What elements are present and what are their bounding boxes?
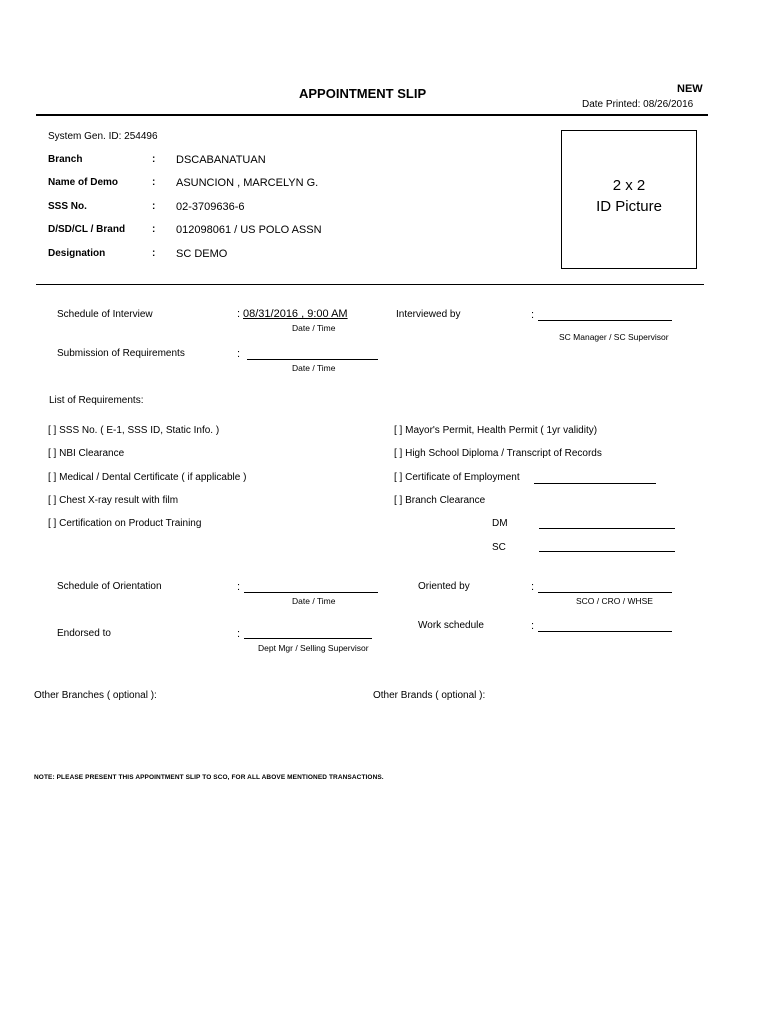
info-value: 012098061 / US POLO ASSN	[176, 224, 322, 236]
requirement-item: [ ] SSS No. ( E-1, SSS ID, Static Info. )	[48, 425, 220, 436]
oriented-by-caption: SCO / CRO / WHSE	[576, 596, 653, 606]
orientation-colon: :	[237, 581, 241, 593]
header-divider	[36, 114, 708, 116]
info-label: SSS No.	[48, 201, 87, 212]
oriented-by-colon: :	[531, 581, 535, 593]
info-colon: :	[152, 201, 156, 212]
submission-label: Submission of Requirements	[57, 348, 185, 359]
requirement-item: [ ] Medical / Dental Certificate ( if applicable )	[48, 472, 247, 483]
requirement-item: [ ] Certification on Product Training	[48, 518, 202, 529]
dm-signature-field[interactable]	[539, 528, 675, 529]
endorsed-colon: :	[237, 628, 241, 640]
id-photo-box	[561, 130, 697, 269]
info-label: D/SD/CL / Brand	[48, 224, 126, 235]
interview-colon: :	[237, 308, 241, 320]
requirement-item: [ ] Mayor's Permit, Health Permit ( 1yr validity)	[394, 425, 598, 436]
interviewed-by-caption: SC Manager / SC Supervisor	[559, 332, 669, 342]
interview-datetime[interactable]: 08/31/2016 , 9:00 AM	[243, 308, 348, 320]
status-badge: NEW	[677, 83, 703, 95]
requirement-item: [ ] High School Diploma / Transcript of Records	[394, 448, 602, 459]
info-colon: :	[152, 177, 156, 188]
dm-label: DM	[492, 518, 508, 529]
info-label: Name of Demo	[48, 177, 119, 188]
orientation-field[interactable]	[244, 592, 378, 593]
oriented-by-field[interactable]	[538, 592, 672, 593]
interview-label: Schedule of Interview	[57, 309, 153, 320]
info-label: Branch	[48, 154, 83, 165]
work-schedule-label: Work schedule	[418, 620, 484, 631]
page-title: APPOINTMENT SLIP	[299, 86, 427, 101]
work-schedule-colon: :	[531, 620, 535, 632]
submission-field[interactable]	[247, 359, 378, 360]
endorsed-label: Endorsed to	[57, 628, 111, 639]
requirement-item: [ ] NBI Clearance	[48, 448, 125, 459]
submission-caption: Date / Time	[292, 363, 336, 373]
other-branches-label: Other Branches ( optional ):	[34, 690, 157, 701]
oriented-by-label: Oriented by	[418, 581, 470, 592]
work-schedule-field[interactable]	[538, 631, 672, 632]
other-brands-label: Other Brands ( optional ):	[373, 690, 486, 701]
requirement-item: [ ] Certificate of Employment	[394, 472, 520, 483]
info-value: 02-3709636-6	[176, 201, 245, 213]
endorsed-caption: Dept Mgr / Selling Supervisor	[258, 643, 369, 653]
interviewed-by-colon: :	[531, 309, 535, 321]
info-colon: :	[152, 154, 156, 165]
employment-cert-field[interactable]	[534, 483, 656, 484]
info-label: Designation	[48, 248, 106, 259]
endorsed-field[interactable]	[244, 638, 372, 639]
system-gen-id: System Gen. ID: 254496	[48, 131, 158, 142]
info-colon: :	[152, 248, 156, 259]
orientation-caption: Date / Time	[292, 596, 336, 606]
info-value: ASUNCION , MARCELYN G.	[176, 177, 319, 189]
requirements-heading: List of Requirements:	[49, 395, 144, 406]
sc-signature-field[interactable]	[539, 551, 675, 552]
requirement-item: [ ] Branch Clearance	[394, 495, 486, 506]
photo-caption: ID Picture	[596, 198, 662, 215]
sc-label: SC	[492, 542, 506, 553]
date-printed: Date Printed: 08/26/2016	[582, 99, 694, 110]
orientation-label: Schedule of Orientation	[57, 581, 162, 592]
info-value: DSCABANATUAN	[176, 154, 266, 166]
interviewed-by-label: Interviewed by	[396, 309, 461, 320]
interviewed-by-field[interactable]	[538, 320, 672, 321]
footer-note: NOTE: PLEASE PRESENT THIS APPOINTMENT SLIP TO SCO, FOR ALL ABOVE MENTIONED TRANSACTIONS.	[34, 774, 384, 781]
info-colon: :	[152, 224, 156, 235]
photo-size-label: 2 x 2	[612, 177, 646, 194]
submission-colon: :	[237, 348, 241, 360]
requirement-item: [ ] Chest X-ray result with film	[48, 495, 179, 506]
interview-caption: Date / Time	[292, 323, 336, 333]
info-value: SC DEMO	[176, 248, 228, 260]
section-divider	[36, 284, 704, 285]
